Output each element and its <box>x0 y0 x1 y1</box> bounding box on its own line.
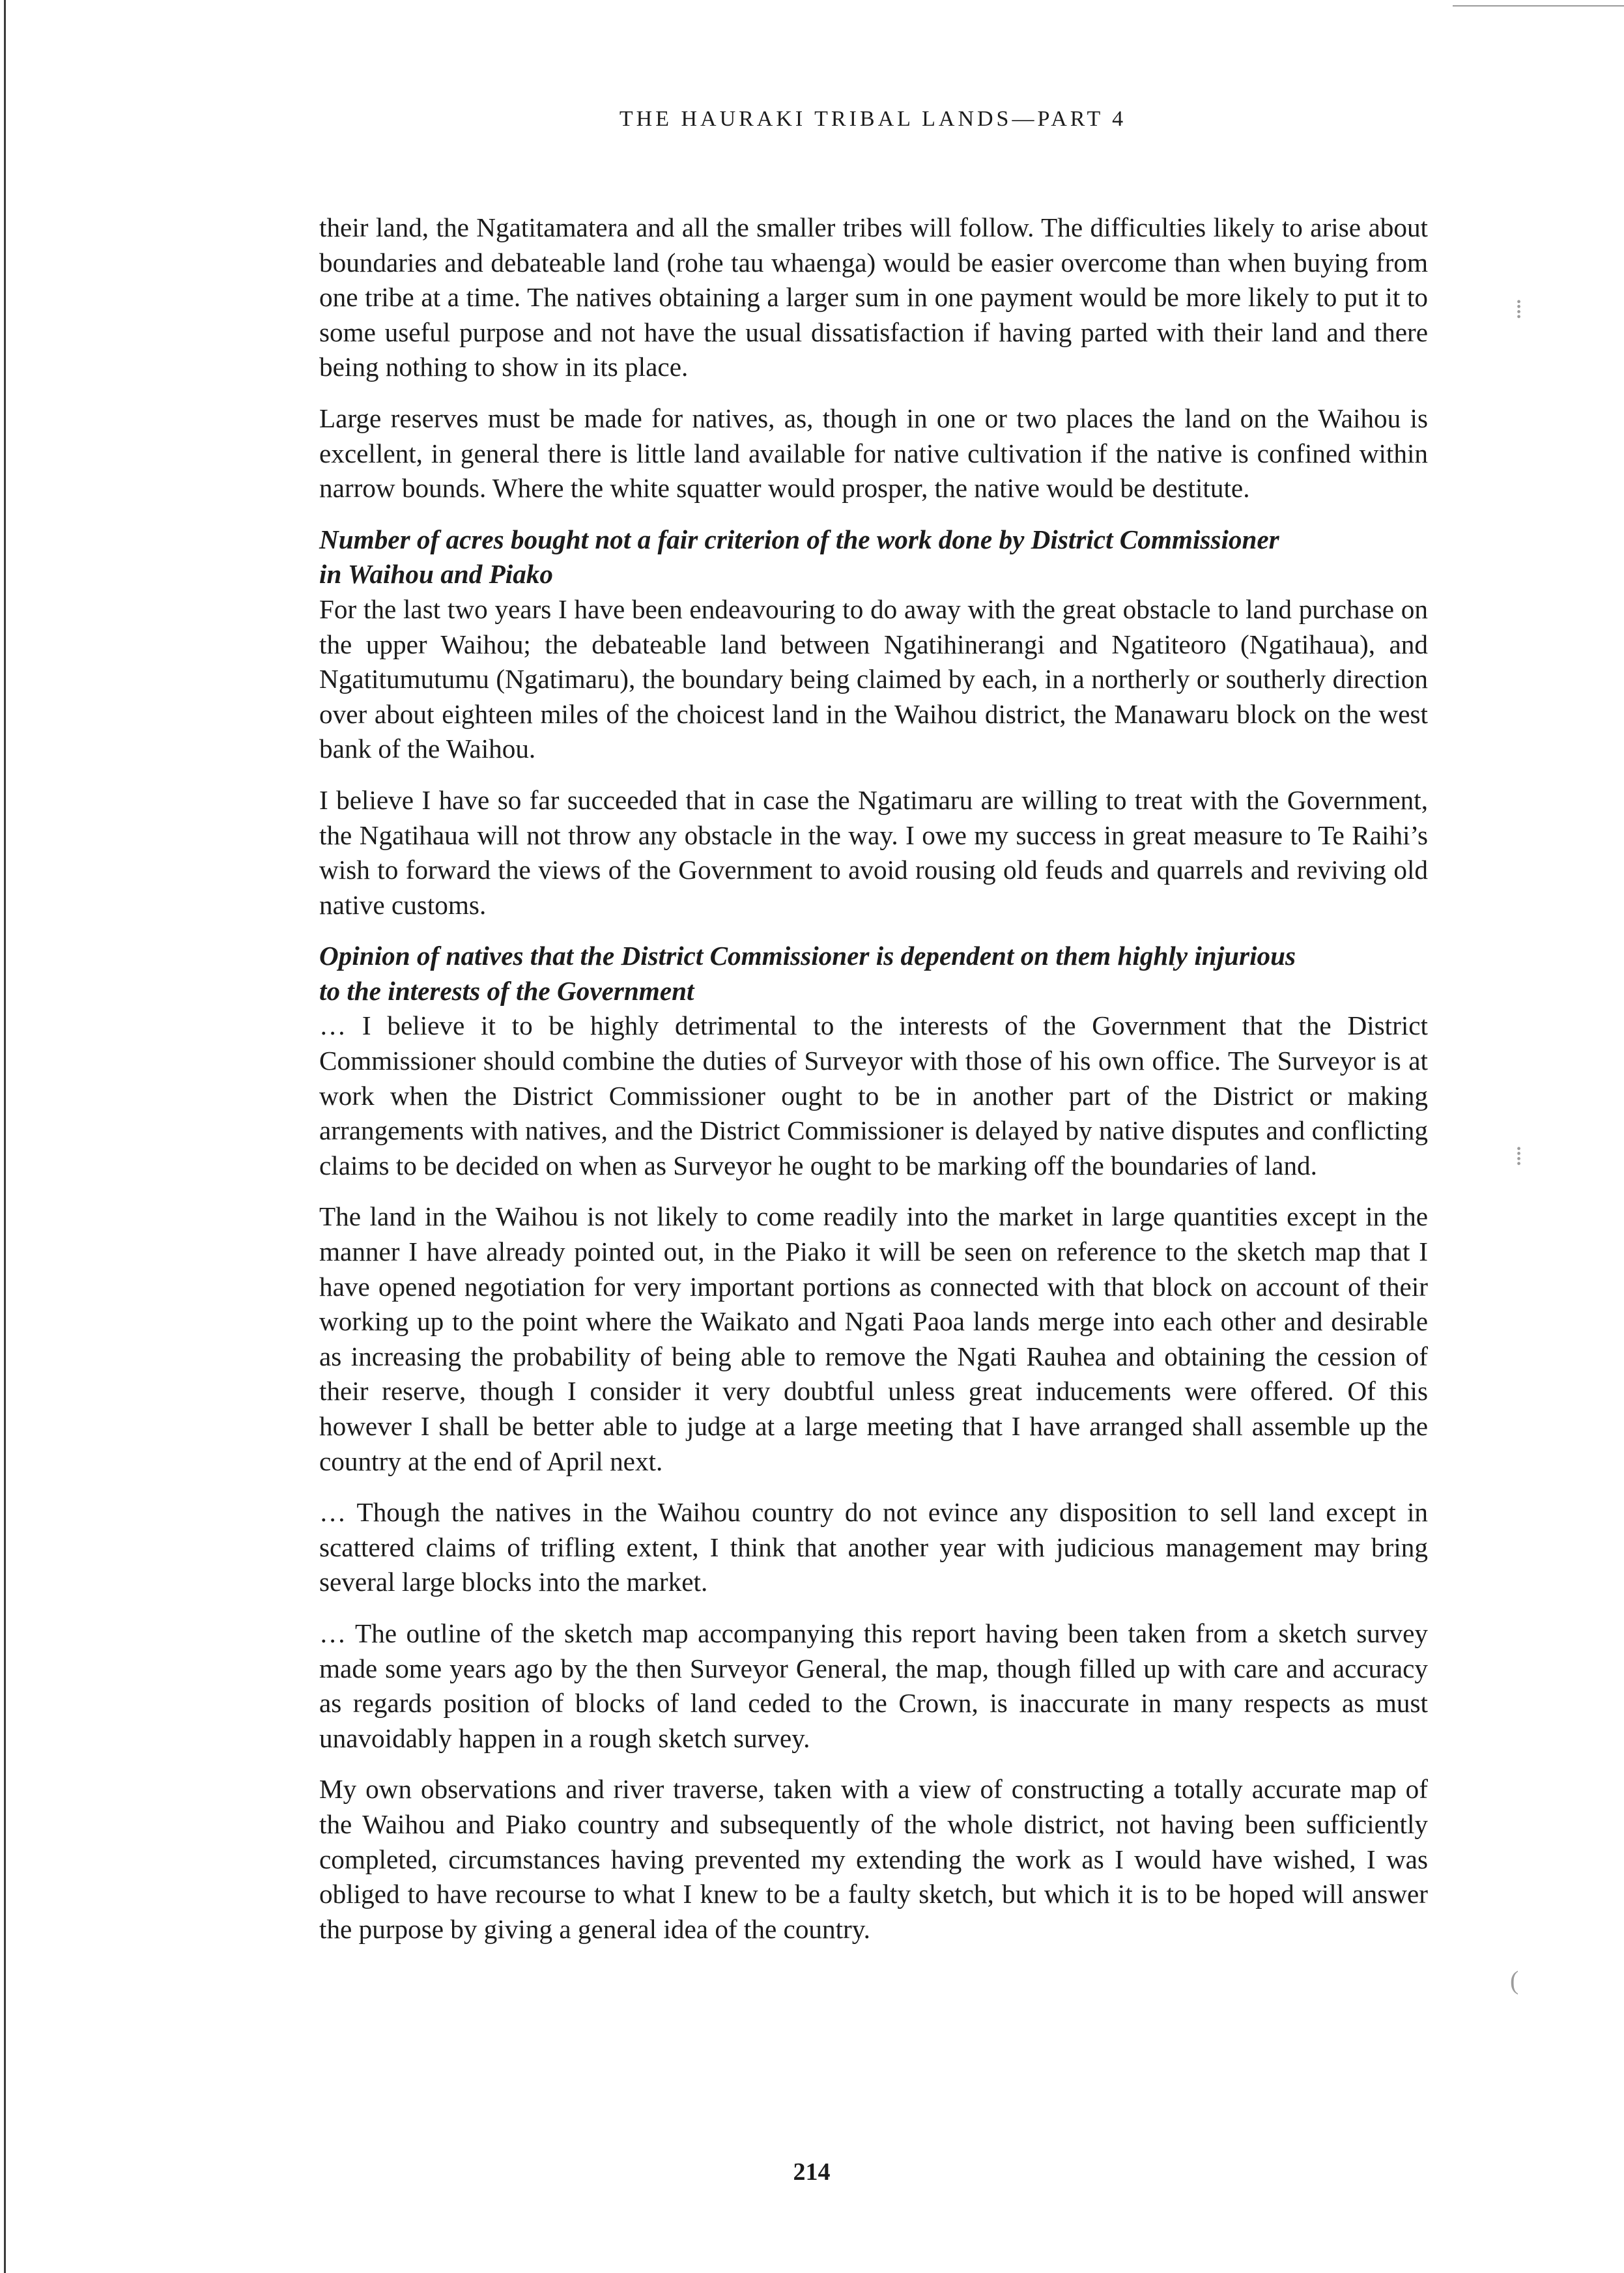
paragraph-6: The land in the Waihou is not likely to come readily into the market in large quantities except in the manner I have already pointed out, in the Piako it will be seen on reference to the sketch map that I have opened negotiation for very important portions as connected with that block on account of their working up to the point where the Waikato and Ngati Paoa lands merge into each other and desirable as increasing the probability of being able to remove the Ngati Rauhea and obtaining the cession of their reserve, though I consider it very doubtful unless great inducements were offered. Of this however I shall be better able to judge at a large meeting that I have arranged shall assemble up the country at the end of April next. <box>319 1201 1428 1476</box>
section-heading-1-line-1: Number of acres bought not a fair criterion of the work done by District Commissioner <box>319 524 1279 554</box>
section-heading-1 <box>319 522 1428 592</box>
scan-stray-mark: ⁞ <box>1515 294 1523 324</box>
paragraph-4: I believe I have so far succeeded that in case the Ngatimaru are willing to treat with the Government, the Ngatihaua will not throw any obstacle in the way. I owe my success in great measure to Te Raihi’s wish to forward the views of the Government to avoid rousing old feuds and quarrels and reviving old native customs. <box>319 784 1428 920</box>
body-text <box>319 210 1428 1963</box>
section-heading-2-line-2: to the interests of the Government <box>319 975 694 1006</box>
running-head: THE HAURAKI TRIBAL LANDS—PART 4 <box>619 107 1127 131</box>
scan-left-edge <box>4 0 6 2273</box>
paragraph-5: … I believe it to be highly detrimental to the interests of the Government that the District Commissioner should combine the duties of Surveyor with those of his own office. The Surveyor is at work when the District Commissioner ought to be in another part of the District or making arrangements with natives, and the District Commissioner is delayed by native disputes and conflicting claims to be decided on when as Surveyor he ought to be marking off the boundaries of land. <box>319 1010 1428 1180</box>
paragraph-3: For the last two years I have been endeavouring to do away with the great obstacle to land purchase on the upper Waihou; the debateable land between Ngatihinerangi and Ngatiteoro (Ngatihaua), and Ngatitumutumu (Ngatimaru), the boundary being claimed by each, in a northerly or southerly direction over about eighteen miles of the choicest land in the Waihou district, the Manawaru block on the west bank of the Waihou. <box>319 593 1428 764</box>
paragraph-2: Large reserves must be made for natives, as, though in one or two places the land on the Waihou is excellent, in general there is little land available for native cultivation if the native is confined within narrow bounds. Where the white squatter would prosper, the native would be destitute. <box>319 403 1428 504</box>
scan-stray-mark: ( <box>1510 1966 1519 1995</box>
section-heading-2 <box>319 939 1428 1008</box>
paragraph-7: … Though the natives in the Waihou country do not evince any disposition to sell land except in scattered claims of trifling extent, I think that another year with judicious management may bring several large blocks into the market. <box>319 1497 1428 1597</box>
section-heading-1-line-2: in Waihou and Piako <box>319 559 553 590</box>
page-number: 214 <box>793 2158 831 2186</box>
paragraph-8: … The outline of the sketch map accompanying this report having been taken from a sketch survey made some years ago by the then Surveyor General, the map, though filled up with care and accuracy as regards position of blocks of land ceded to the Crown, is inaccurate in many respects as must unavoidably happen in a rough sketch survey. <box>319 1618 1428 1753</box>
paragraph-9: My own observations and river traverse, taken with a view of constructing a totally accurate map of the Waihou and Piako country and subsequently of the whole district, not having been sufficiently completed, circumstances having prevented my extending the work as I would have wished, I was obliged to have recourse to what I knew to be a faulty sketch, but which it is to be hoped will answer the purpose by giving a general idea of the country. <box>319 1774 1428 1944</box>
scan-top-rule <box>1453 5 1624 7</box>
paragraph-1: their land, the Ngatitamatera and all the smaller tribes will follow. The difficulties likely to arise about boundaries and debateable land (rohe tau whaenga) would be easier overcome than when buying from one tribe at a time. The natives obtaining a larger sum in one payment would be more likely to put it to some useful purpose and not have the usual dissatisfaction if having parted with their land and there being nothing to show in its place. <box>319 212 1428 382</box>
section-heading-2-line-1: Opinion of natives that the District Commissioner is dependent on them highly injurious <box>319 941 1296 971</box>
scan-stray-mark: ⁞ <box>1515 1141 1523 1171</box>
